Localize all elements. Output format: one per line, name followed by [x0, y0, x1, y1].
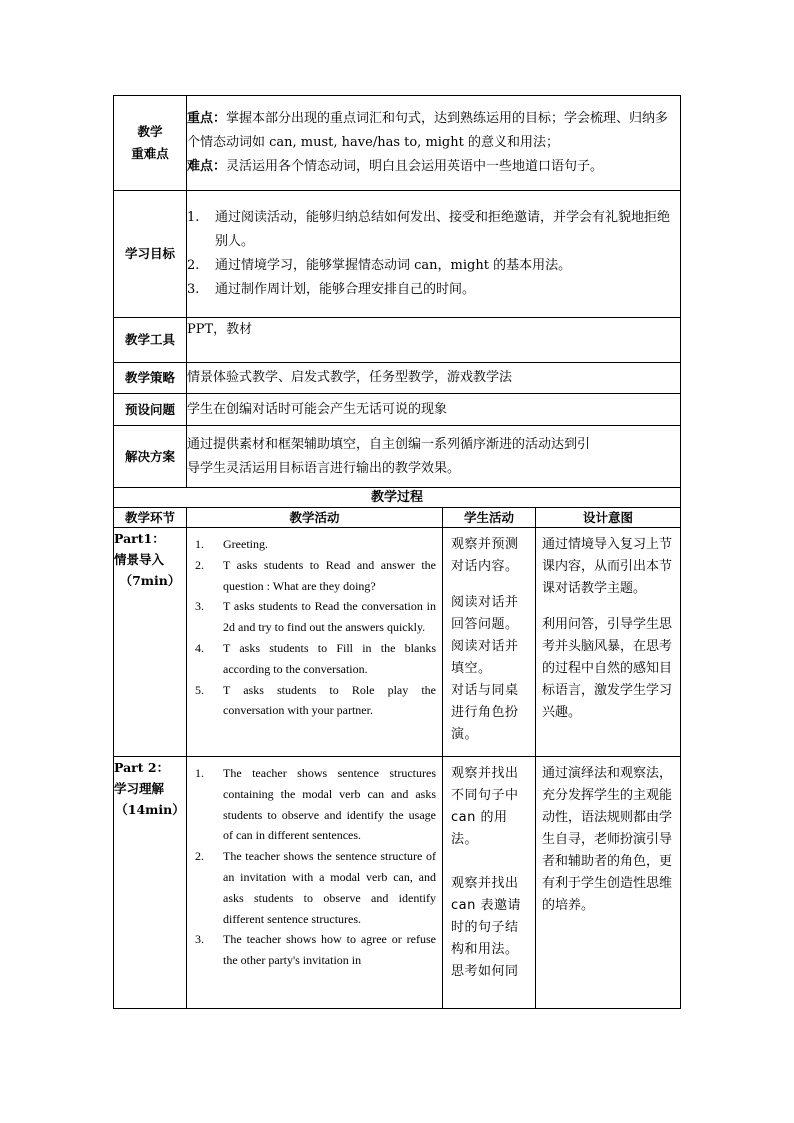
activity-num: 1.: [195, 766, 204, 780]
objective-item: [187, 254, 680, 278]
objective-num: 3.: [187, 282, 200, 297]
student-activity-text: 对话与同桌进行角色扮演。: [451, 683, 519, 742]
activity-item: [191, 929, 436, 971]
label-problem: 预设问题: [114, 394, 187, 426]
part1-label-line1: Part1：: [114, 531, 165, 546]
difficulty-paragraph: [187, 155, 680, 179]
student-activity-text: 观察并预测对话内容。: [451, 537, 519, 574]
objective-text: 通过阅读活动，能够归纳总结如何发出、接受和拒绝邀请，并学会有礼貌地拒绝别人。: [215, 210, 671, 249]
spacer: [451, 578, 529, 592]
student-activity-text: 阅读对话并回答问题。: [451, 595, 519, 632]
spacer: [451, 851, 529, 873]
activity-num: 4.: [195, 640, 204, 655]
activity-num: 3.: [195, 599, 204, 614]
part2-activities: [187, 757, 443, 1009]
objectives-list: [187, 206, 680, 302]
part1-activities: [187, 528, 443, 757]
student-activity-text: 观察并找出不同句子中 can 的用法。: [451, 766, 519, 847]
objective-num: 2.: [187, 258, 200, 273]
activity-num: 2.: [195, 849, 204, 864]
row-problem: [114, 394, 681, 426]
activity-item: [191, 763, 436, 846]
activity-text: Greeting.: [223, 537, 268, 551]
activity-num: 5.: [195, 682, 204, 697]
focus-text: 掌握本部分出现的重点词汇和句式，达到熟练运用的目标；学会梳理、归纳多个情态动词如 can, must, have/has to, might 的意义和用法；: [187, 111, 669, 150]
row-strategy: [114, 363, 681, 394]
header-teacher-activity: 教学活动: [187, 508, 443, 528]
part1-design-intent: [536, 528, 681, 757]
header-student-activity: 学生活动: [443, 508, 536, 528]
focus-tag: 重点：: [187, 111, 227, 126]
row-part2: [114, 757, 681, 1009]
activity-item: [191, 534, 436, 555]
activity-text: T asks students to Read the conversation in 2d and try to find out the answers quickly.: [223, 599, 436, 635]
activity-num: 1.: [195, 537, 204, 551]
objectives-content: [187, 191, 681, 318]
label-key-points: [114, 96, 187, 191]
student-activity-text: 阅读对话并填空。: [451, 639, 519, 676]
design-intent-text: 通过情境导入复习上节课内容，从而引出本节课对话教学主题。: [542, 537, 673, 596]
objective-item: [187, 206, 680, 254]
solution-line2: 导学生灵活运用目标语言进行输出的教学效果。: [187, 460, 461, 476]
tools-text: PPT，教材: [187, 318, 681, 363]
activity-text: The teacher shows the sentence structure of an invitation with a modal verb can, and asks students to observe and identify different sentence structures.: [223, 849, 436, 926]
solution-line1: 通过提供素材和框架辅助填空，自主创编一系列循序渐进的活动达到引: [187, 436, 591, 452]
strategy-text: 情景体验式教学、启发式教学，任务型教学，游戏教学法: [187, 363, 681, 394]
activity-text: The teacher shows sentence structures containing the modal verb can and asks students to observe and identify the usage of can in different sentences.: [223, 766, 436, 843]
part1-activity-list: [191, 534, 436, 721]
header-design-intent: 设计意图: [536, 508, 681, 528]
solution-content: [187, 426, 681, 488]
row-process-headers: [114, 508, 681, 528]
row-solution: [114, 426, 681, 488]
label-strategy: 教学策略: [114, 363, 187, 394]
activity-text: T asks students to Read and answer the question : What are they doing?: [223, 557, 436, 593]
student-activity-text: 观察并找出 can 表邀请时的句子结构和用法。: [451, 876, 521, 957]
part1-student-activities: [443, 528, 536, 757]
difficulty-tag: 难点：: [187, 159, 227, 174]
row-key-points: [114, 96, 681, 191]
activity-item: [191, 638, 436, 680]
focus-paragraph: [187, 107, 680, 155]
part2-label-line2: 学习理解: [114, 781, 165, 796]
part2-label-line3: （14min）: [115, 802, 185, 817]
row-tools: [114, 318, 681, 363]
label-objectives: 学习目标: [114, 191, 187, 318]
key-points-content: [187, 96, 681, 191]
label-key-points-line2: 重难点: [131, 146, 169, 161]
student-activity-text: 思考如何同: [451, 964, 519, 979]
objective-text: 通过情境学习，能够掌握情态动词 can，might 的基本用法。: [215, 258, 572, 273]
activity-num: 2.: [195, 557, 204, 572]
lesson-plan-table: [113, 95, 681, 1009]
label-key-points-line1: 教学: [137, 124, 163, 139]
part2-design-intent: [536, 757, 681, 1009]
label-tools: 教学工具: [114, 318, 187, 363]
activity-text: The teacher shows how to agree or refuse the other party's invitation in: [223, 932, 436, 968]
row-objectives: [114, 191, 681, 318]
row-process-title: [114, 488, 681, 508]
difficulty-text: 灵活运用各个情态动词，明白且会运用英语中一些地道口语句子。: [226, 159, 604, 174]
part2-label: [114, 757, 187, 1009]
problem-text: 学生在创编对话时可能会产生无话可说的现象: [187, 394, 681, 426]
activity-item: [191, 555, 436, 597]
part2-activity-list: [191, 763, 436, 971]
activity-text: T asks students to Role play the conversation with your partner.: [223, 682, 436, 718]
design-intent-text: 利用问答，引导学生思考并头脑风暴，在思考的过程中自然的感知目标语言，激发学生学习兴趣。: [542, 617, 673, 720]
objective-item: [187, 278, 680, 302]
activity-item: [191, 846, 436, 929]
part1-label-line3: （7min）: [119, 573, 181, 588]
process-title: 教学过程: [114, 488, 681, 508]
objective-num: 1.: [187, 210, 200, 225]
label-solution: 解决方案: [114, 426, 187, 488]
part2-student-activities: [443, 757, 536, 1009]
header-stage: 教学环节: [114, 508, 187, 528]
row-part1: [114, 528, 681, 757]
activity-item: [191, 596, 436, 638]
spacer: [542, 600, 676, 614]
activity-item: [191, 680, 436, 722]
part1-label-line2: 情景导入: [114, 552, 165, 567]
activity-num: 3.: [195, 932, 204, 947]
objective-text: 通过制作周计划，能够合理安排自己的时间。: [215, 282, 476, 297]
design-intent-text: 通过演绎法和观察法，充分发挥学生的主观能动性，语法规则都由学生自寻，老师扮演引导者和辅助者的角色，更有利于学生创造性思维的培养。: [542, 766, 673, 913]
part2-label-line1: Part 2：: [114, 760, 170, 775]
activity-text: T asks students to Fill in the blanks according to the conversation.: [223, 640, 436, 676]
part1-label: [114, 528, 187, 757]
